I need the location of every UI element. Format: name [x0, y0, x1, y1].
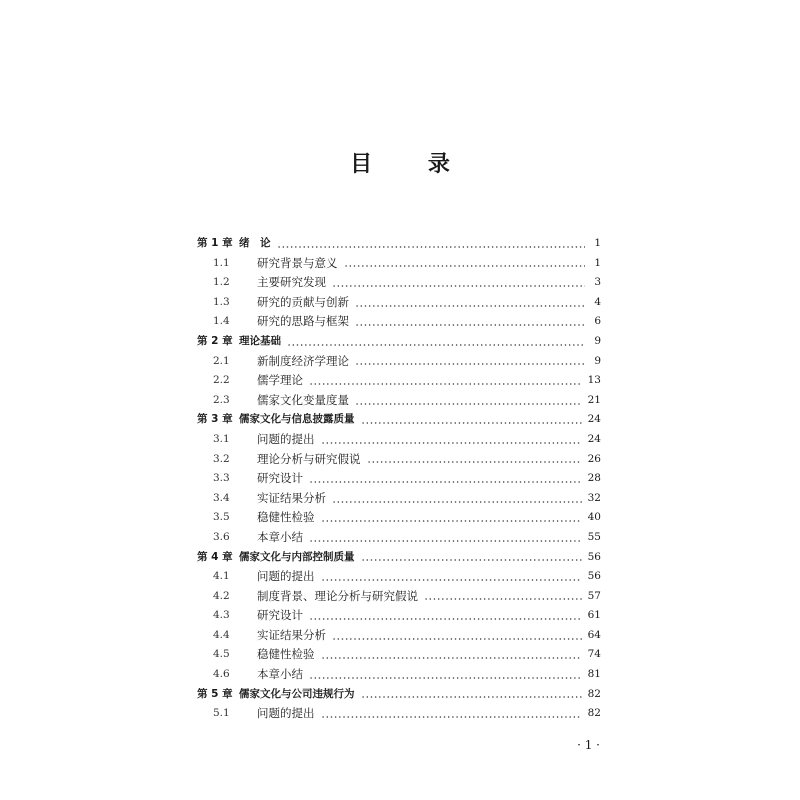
table-of-contents	[197, 234, 601, 724]
page-title: 目 录	[350, 152, 474, 177]
toc-entry-number: 4.6	[213, 668, 230, 681]
toc-entry-number: 第 1 章	[197, 237, 233, 249]
toc-entry-title: 本章小结	[257, 667, 303, 682]
toc-section-row[interactable]	[197, 567, 601, 587]
toc-entry-number: 3.1	[213, 432, 230, 445]
toc-entry-number: 3.2	[213, 452, 230, 465]
toc-entry-page: 1	[594, 237, 601, 249]
toc-section-row[interactable]	[197, 352, 601, 372]
toc-entry-number: 4.5	[213, 648, 230, 661]
toc-entry-page: 6	[594, 315, 601, 328]
dot-leader	[332, 501, 582, 503]
toc-entry-number: 2.2	[213, 374, 230, 387]
toc-section-row[interactable]	[197, 430, 601, 450]
dot-leader	[287, 344, 585, 346]
dot-leader	[321, 520, 582, 522]
dot-leader	[361, 696, 582, 698]
dot-leader	[355, 305, 585, 307]
toc-entry-number: 1.1	[213, 256, 230, 269]
toc-entry-number: 第 2 章	[197, 334, 233, 347]
dot-leader	[321, 442, 582, 444]
toc-entry-title: 研究的思路与框架	[257, 314, 349, 329]
toc-entry-page: 24	[587, 432, 601, 445]
toc-entry-page: 56	[587, 570, 601, 583]
dot-leader	[309, 383, 582, 385]
toc-entry-title: 儒家文化与信息披露质量	[239, 413, 355, 426]
toc-section-row[interactable]	[197, 312, 601, 332]
dot-leader	[355, 363, 585, 365]
dot-leader	[367, 461, 582, 463]
toc-entry-title: 儒家文化与公司违规行为	[239, 687, 355, 700]
toc-chapter-row[interactable]	[197, 234, 601, 254]
toc-entry-number: 3.6	[213, 530, 230, 543]
toc-section-row[interactable]	[197, 587, 601, 607]
toc-entry-title: 研究的贡献与创新	[257, 294, 349, 309]
dot-leader	[309, 540, 582, 542]
toc-section-row[interactable]	[197, 254, 601, 274]
toc-entry-title: 问题的提出	[257, 569, 315, 584]
toc-section-row[interactable]	[197, 489, 601, 509]
dot-leader	[321, 716, 582, 718]
toc-chapter-row[interactable]	[197, 685, 601, 705]
toc-entry-page: 82	[587, 687, 601, 700]
toc-section-row[interactable]	[197, 293, 601, 313]
toc-section-row[interactable]	[197, 371, 601, 391]
toc-entry-number: 第 5 章	[197, 687, 233, 700]
toc-entry-page: 82	[587, 707, 601, 720]
toc-entry-page: 9	[594, 334, 601, 347]
toc-section-row[interactable]	[197, 508, 601, 528]
toc-entry-title: 儒学理论	[257, 373, 303, 388]
toc-entry-page: 32	[587, 491, 601, 504]
toc-entry-title: 稳健性检验	[257, 510, 315, 525]
toc-entry-page: 9	[594, 354, 601, 367]
toc-section-row[interactable]	[197, 645, 601, 665]
dot-leader	[321, 657, 582, 659]
toc-entry-title: 绪 论	[239, 237, 271, 249]
toc-entry-number: 1.3	[213, 295, 230, 308]
dot-leader	[309, 481, 582, 483]
toc-entry-title: 研究背景与意义	[257, 255, 338, 270]
toc-entry-title: 问题的提出	[257, 431, 315, 446]
toc-entry-page: 28	[587, 472, 601, 485]
toc-section-row[interactable]	[197, 273, 601, 293]
toc-entry-page: 3	[594, 276, 601, 289]
toc-entry-number: 3.3	[213, 472, 230, 485]
page-number: · 1 ·	[577, 738, 600, 752]
toc-entry-number: 2.3	[213, 393, 230, 406]
toc-entry-title: 儒家文化与内部控制质量	[239, 550, 355, 563]
toc-entry-page: 81	[587, 668, 601, 681]
toc-entry-page: 61	[587, 609, 601, 622]
dot-leader	[361, 559, 582, 561]
toc-chapter-row[interactable]	[197, 548, 601, 568]
toc-entry-title: 理论基础	[239, 334, 281, 347]
toc-section-row[interactable]	[197, 469, 601, 489]
dot-leader	[332, 638, 582, 640]
toc-section-row[interactable]	[197, 391, 601, 411]
toc-entry-number: 3.5	[213, 511, 230, 524]
toc-chapter-row[interactable]	[197, 410, 601, 430]
toc-section-row[interactable]	[197, 528, 601, 548]
toc-entry-page: 13	[587, 374, 601, 387]
dot-leader	[355, 403, 582, 405]
toc-entry-page: 55	[587, 530, 601, 543]
toc-entry-number: 3.4	[213, 491, 230, 504]
toc-entry-number: 1.2	[213, 276, 230, 289]
toc-entry-number: 4.4	[213, 628, 230, 641]
toc-entry-number: 4.3	[213, 609, 230, 622]
dot-leader	[277, 246, 586, 248]
toc-entry-page: 24	[587, 413, 601, 426]
toc-entry-page: 56	[587, 550, 601, 563]
dot-leader	[424, 598, 582, 600]
toc-entry-page: 57	[587, 589, 601, 602]
toc-entry-page: 1	[594, 256, 601, 269]
dot-leader	[309, 677, 582, 679]
dot-leader	[309, 618, 582, 620]
toc-entry-page: 21	[587, 393, 601, 406]
toc-entry-title: 理论分析与研究假说	[257, 451, 361, 466]
toc-entry-title: 实证结果分析	[257, 627, 326, 642]
toc-section-row[interactable]	[197, 704, 601, 724]
toc-entry-number: 4.1	[213, 570, 230, 583]
toc-section-row[interactable]	[197, 606, 601, 626]
dot-leader	[361, 422, 582, 424]
toc-entry-title: 研究设计	[257, 471, 303, 486]
toc-entry-number: 2.1	[213, 354, 230, 367]
toc-entry-page: 4	[594, 295, 601, 308]
toc-entry-title: 儒家文化变量度量	[257, 392, 349, 407]
toc-entry-number: 5.1	[213, 707, 230, 720]
toc-entry-title: 稳健性检验	[257, 647, 315, 662]
toc-section-row[interactable]	[197, 665, 601, 685]
dot-leader	[355, 324, 585, 326]
toc-entry-title: 研究设计	[257, 608, 303, 623]
toc-entry-title: 制度背景、理论分析与研究假说	[257, 588, 418, 603]
toc-entry-number: 1.4	[213, 315, 230, 328]
dot-leader	[344, 265, 586, 267]
toc-entry-page: 26	[587, 452, 601, 465]
toc-entry-title: 问题的提出	[257, 706, 315, 721]
toc-entry-title: 新制度经济学理论	[257, 353, 349, 368]
toc-entry-title: 本章小结	[257, 529, 303, 544]
toc-entry-title: 主要研究发现	[257, 275, 326, 290]
toc-entry-title: 实证结果分析	[257, 490, 326, 505]
toc-chapter-row[interactable]	[197, 332, 601, 352]
toc-section-row[interactable]	[197, 450, 601, 470]
toc-entry-page: 64	[587, 628, 601, 641]
toc-entry-number: 第 3 章	[197, 413, 233, 426]
toc-section-row[interactable]	[197, 626, 601, 646]
toc-entry-page: 74	[587, 648, 601, 661]
toc-entry-page: 40	[587, 511, 601, 524]
dot-leader	[332, 285, 585, 287]
toc-entry-number: 4.2	[213, 589, 230, 602]
toc-entry-number: 第 4 章	[197, 550, 233, 563]
dot-leader	[321, 579, 582, 581]
